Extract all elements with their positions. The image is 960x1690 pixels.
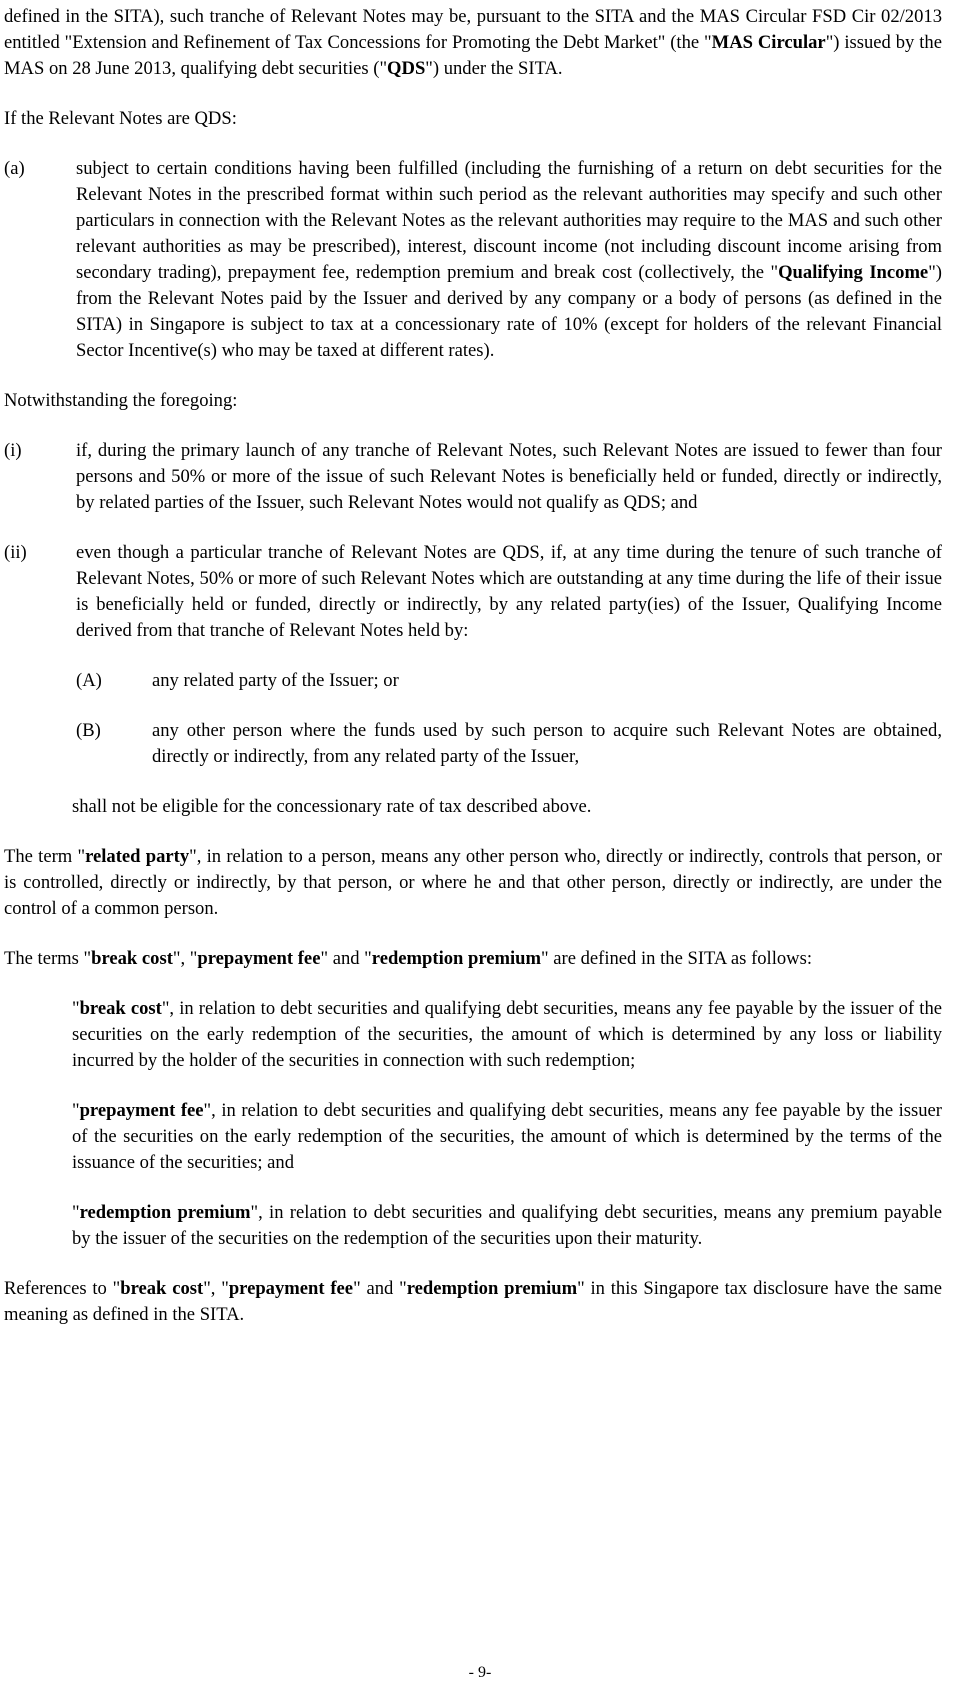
list-text: if, during the primary launch of any tranche of Relevant Notes, such Relevant Notes are issued to fewer than four persons and 50% or more of the issue of such Relevant Notes is beneficially held or funded, directly or indirectly, by related parties of the Issuer, such Relevant Notes would not qualify as QDS; and: [76, 440, 942, 513]
list-item-B: [76, 718, 942, 770]
list-item-i: [4, 438, 942, 516]
list-item-ii: [4, 540, 942, 644]
list-text: subject to certain conditions having been fulfilled (including the furnishing of a return on debt securities for the Relevant Notes in the prescribed format within such period as the relevant authorities may specify and such other particulars in connection with the Relevant Notes as the relevant authorities may require to the MAS and such other relevant authorities as may be prescribed), interest, discount income (not including discount income arising from secondary trading), prepayment fee, redemption premium and break cost (collectively, the "Qualifying Income") from the Relevant Notes paid by the Issuer and derived by any company or a body of persons (as defined in the SITA) in Singapore is subject to tax at a concessionary rate of 10% (except for holders of the relevant Financial Sector Incentive(s) who may be taxed at different rates).: [76, 158, 942, 361]
paragraph-terms-defined: The terms "break cost", "prepayment fee" and "redemption premium" are defined in the SITA as follows:: [4, 948, 813, 969]
definition-break-cost: "break cost", in relation to debt securities and qualifying debt securities, means any fee payable by the issuer of the securities on the early redemption of the securities, the amount of which is determined by any loss or liability incurred by the holder of the securities in connection with such redemption;: [72, 998, 942, 1071]
definition-redemption-premium: "redemption premium", in relation to debt securities and qualifying debt securities, means any premium payable by the issuer of the securities on the redemption of the securities upon their maturity.: [72, 1202, 942, 1249]
list-label: (B): [76, 720, 101, 741]
list-label: (A): [76, 670, 102, 691]
paragraph-references: References to "break cost", "prepayment fee" and "redemption premium" in this Singapore tax disclosure have the same meaning as defined in the SITA.: [4, 1278, 942, 1325]
paragraph-if-qds: If the Relevant Notes are QDS:: [4, 108, 237, 129]
list-text: any related party of the Issuer; or: [152, 670, 399, 691]
paragraph-not-eligible: shall not be eligible for the concessionary rate of tax described above.: [72, 796, 592, 817]
list-label: (a): [4, 158, 25, 179]
definition-prepayment-fee: "prepayment fee", in relation to debt securities and qualifying debt securities, means any fee payable by the issuer of the securities on the early redemption of the securities, the amount of which is determined by the terms of the issuance of the securities; and: [72, 1100, 942, 1173]
paragraph-intro: defined in the SITA), such tranche of Relevant Notes may be, pursuant to the SITA and the MAS Circular FSD Cir 02/2013 entitled "Extension and Refinement of Tax Concessions for Promoting the Debt Market" (the "MAS Circular") issued by the MAS on 28 June 2013, qualifying debt securities ("QDS") under the SITA.: [4, 6, 942, 79]
list-label: (ii): [4, 542, 27, 563]
list-label: (i): [4, 440, 22, 461]
paragraph-related-party: The term "related party", in relation to a person, means any other person who, directly or indirectly, controls that person, or is controlled, directly or indirectly, by that person, or where he and that other person, directly or indirectly, are under the control of a common person.: [4, 846, 942, 919]
page-number: - 9-: [468, 1664, 492, 1681]
list-text: even though a particular tranche of Relevant Notes are QDS, if, at any time during the tenure of such tranche of Relevant Notes, 50% or more of such Relevant Notes which are outstanding at any time during the life of their issue is beneficially held or funded, directly or indirectly, by any related party(ies) of the Issuer, Qualifying Income derived from that tranche of Relevant Notes held by:: [76, 542, 942, 641]
list-item-a: [4, 156, 942, 364]
paragraph-notwithstanding: Notwithstanding the foregoing:: [4, 390, 238, 411]
list-text: any other person where the funds used by such person to acquire such Relevant Notes are obtained, directly or indirectly, from any related party of the Issuer,: [152, 720, 942, 767]
list-item-A: [76, 668, 942, 694]
